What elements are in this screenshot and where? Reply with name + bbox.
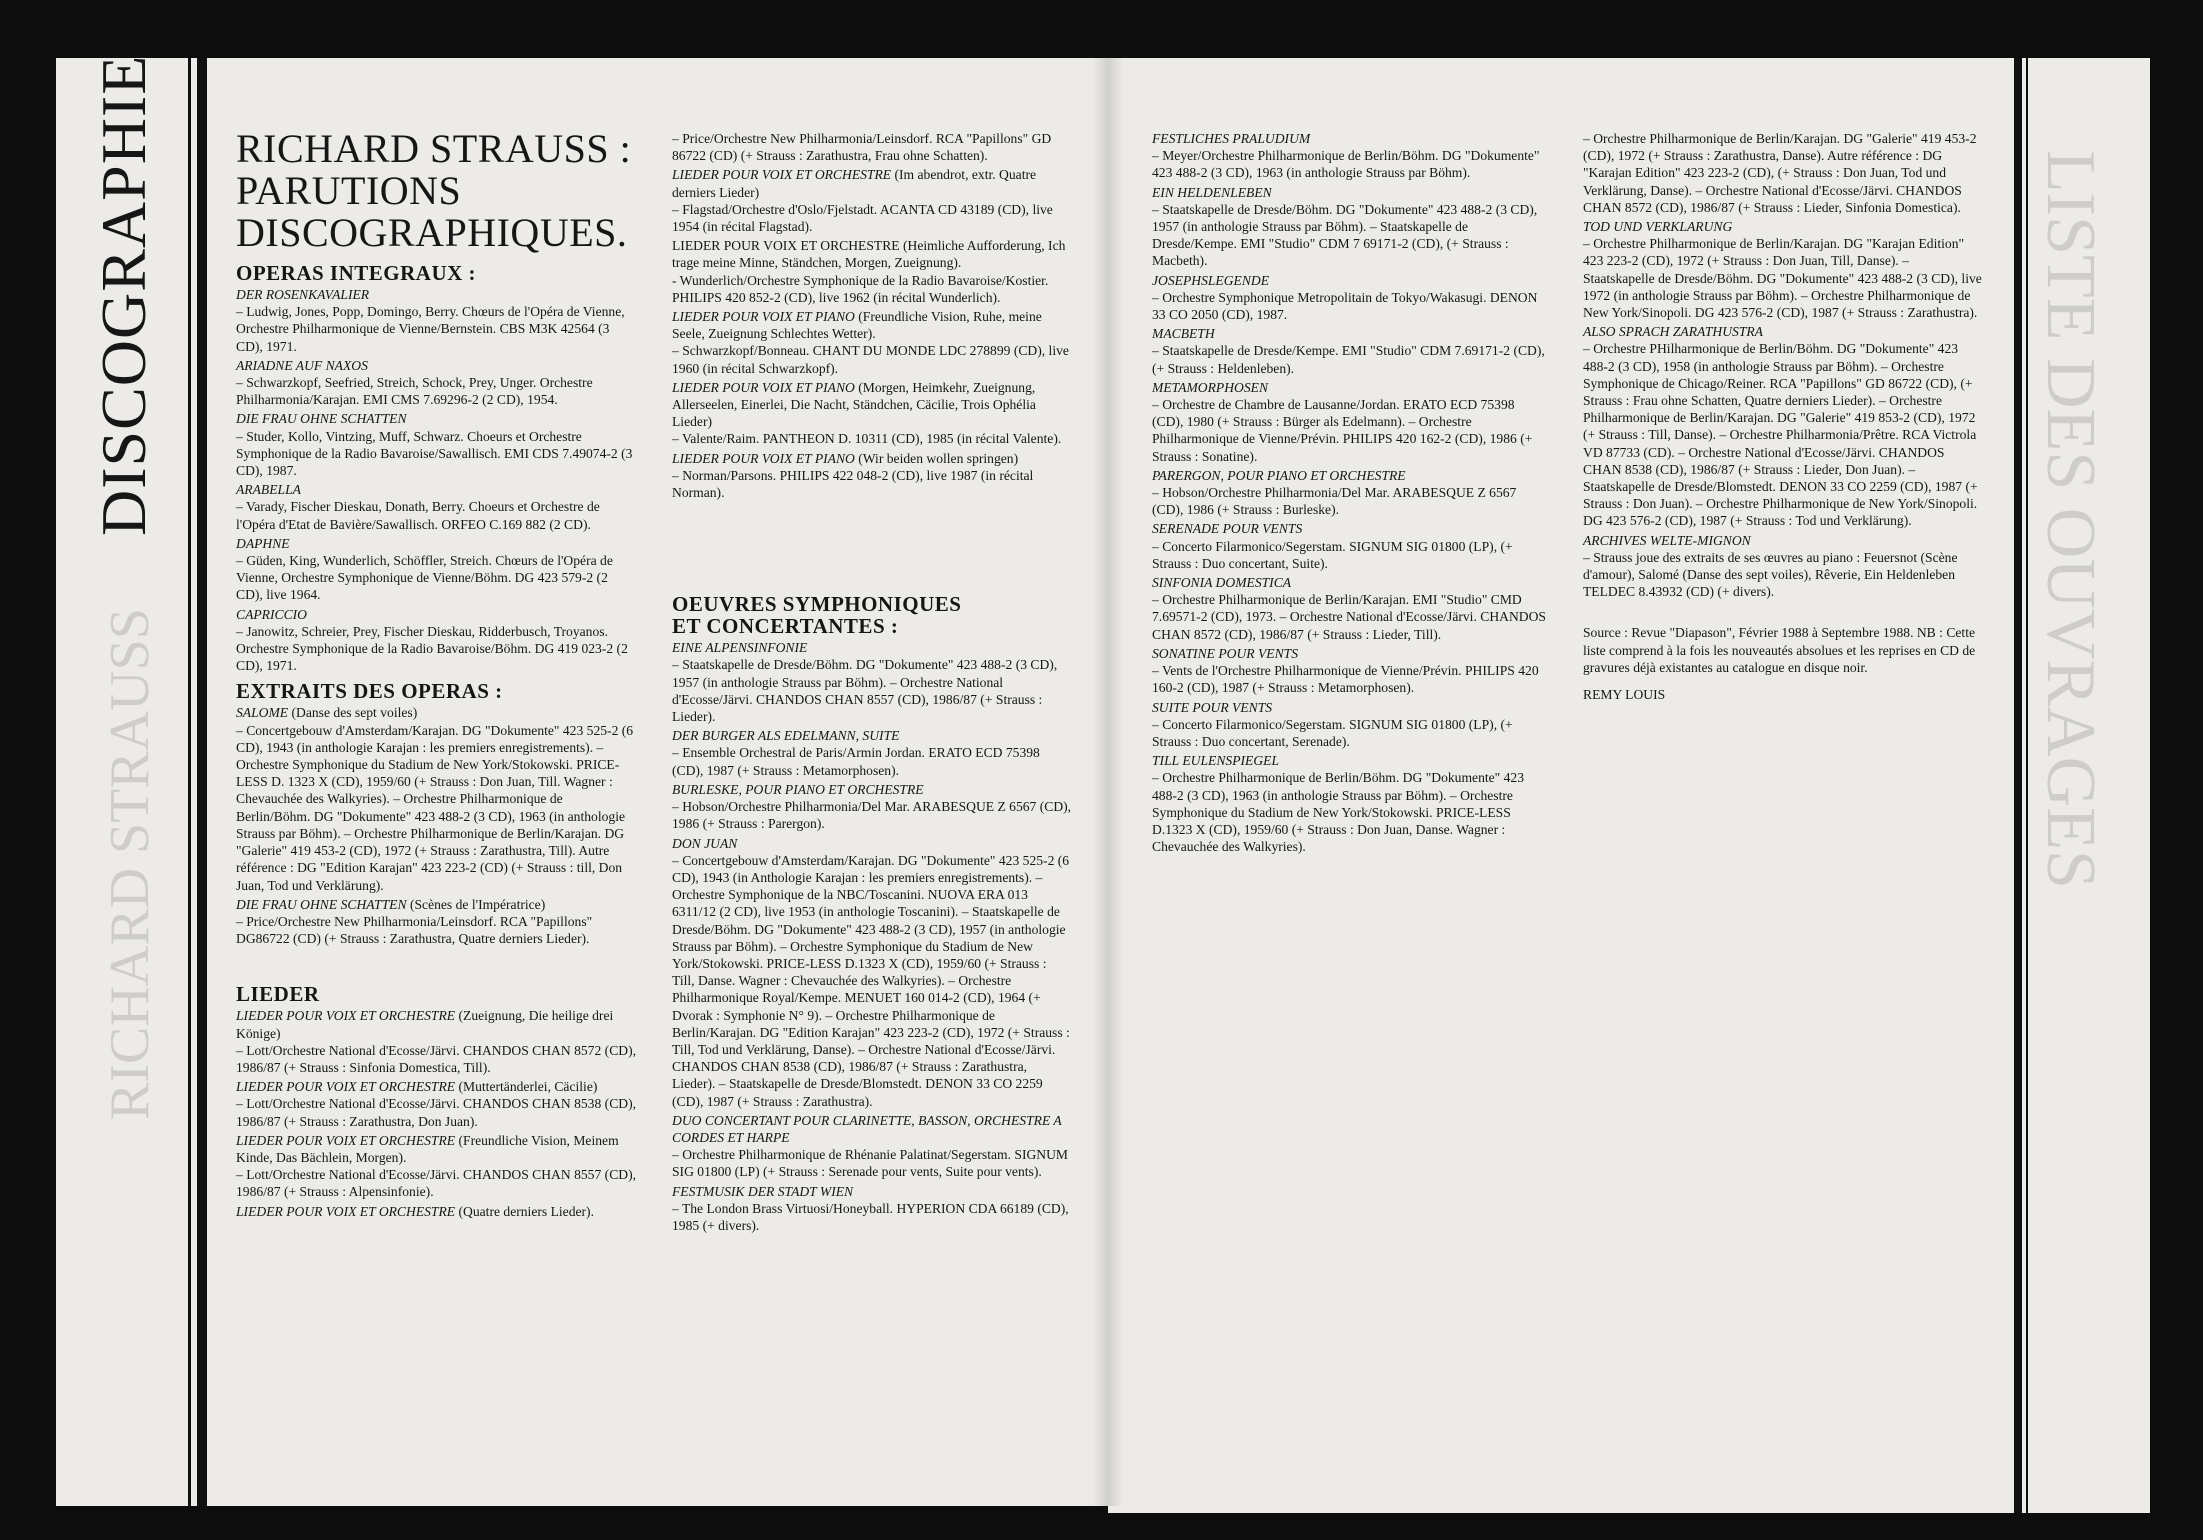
entry-heading [236, 1132, 636, 1166]
discography-entry [1152, 752, 1547, 855]
recording-details: – Orchestre Philharmonique de Rhénanie Palatinat/Segerstam. SIGNUM SIG 01800 (LP) (+ Strauss : Serenade pour vents, Suite pour vents). [672, 1147, 1069, 1180]
entry-heading [1152, 272, 1547, 289]
entry-heading [236, 1203, 636, 1220]
discography-entry [236, 1078, 636, 1130]
discography-entry [672, 237, 1072, 306]
recording-details: – Schwarzkopf/Bonneau. CHANT DU MONDE LDC 278899 (CD), live 1960 (in récital Schwarzkopf). [672, 343, 1069, 376]
discography-entry [1152, 325, 1547, 377]
recording-details: – Norman/Parsons. PHILIPS 422 048-2 (CD), live 1987 (in récital Norman). [672, 467, 1034, 501]
work-note: (Zueignung, Die heilige drei Könige) [236, 1008, 614, 1041]
work-title: LIEDER POUR VOIX ET PIANO [672, 450, 855, 466]
work-title: FESTMUSIK DER STADT WIEN [672, 1183, 854, 1199]
entry-heading [236, 357, 636, 374]
recording-details: – Schwarzkopf, Seefried, Streich, Schock, Prey, Unger. Orchestre Philharmonia/Karajan. EMI CMS 7.69296-2 (2 CD), 1954. [236, 375, 593, 408]
work-title: ALSO SPRACH ZARATHUSTRA [1583, 324, 1763, 340]
entry-heading [236, 1007, 636, 1041]
discography-entry [672, 727, 1072, 779]
work-title: LIEDER POUR VOIX ET ORCHESTRE [236, 1203, 456, 1219]
entry-heading [672, 379, 1072, 431]
discography-entry [672, 450, 1072, 502]
entry-heading [236, 606, 636, 623]
discography-entry [1152, 379, 1547, 465]
section-heading-lieder: LIEDER [236, 982, 320, 1007]
entry-list [1583, 130, 1983, 600]
entry-heading [236, 704, 636, 721]
side-title: DISCOGRAPHIE [88, 54, 159, 536]
work-note: (Freundliche Vision, Ruhe, meine Seele, Zueignung Schlechtes Wetter). [672, 309, 1042, 342]
column-2 [672, 128, 1072, 1234]
recording-details: – Price/Orchestre New Philharmonia/Leinsdorf. RCA "Papillons" GD 86722 (CD) (+ Strauss : Zarathustra, Frau ohne Schatten). [672, 131, 1052, 164]
work-note: (Morgen, Heimkehr, Zueignung, Allerseelen, Einerlei, Die Nacht, Ständchen, Cäcilie, Trois Ophélia Lieder) [672, 379, 1036, 430]
work-title: PARERGON, POUR PIANO ET ORCHESTRE [1152, 467, 1406, 483]
work-note: (Danse des sept voiles) [288, 705, 418, 721]
discography-entry [1152, 574, 1547, 643]
ghost-text-right: LISTE DES OUVRAGES [2032, 150, 2109, 889]
work-title: EIN HELDENLEBEN [1152, 184, 1272, 200]
entry-list [236, 1007, 636, 1219]
entry-heading [1152, 467, 1547, 484]
entry-heading [672, 639, 1072, 656]
recording-details: – Price/Orchestre New Philharmonia/Leinsdorf. RCA "Papillons" DG86722 (CD) (+ Strauss : Zarathustra, Quatre derniers Lieder). [236, 913, 593, 947]
recording-details: – Hobson/Orchestre Philharmonia/Del Mar. ARABESQUE Z 6567 (CD), 1986 (+ Strauss : Burleske). [1152, 485, 1517, 518]
discography-entry [236, 410, 636, 479]
discography-entry [1583, 323, 1983, 529]
work-title: SERENADE POUR VENTS [1152, 521, 1303, 537]
section-heading-line: ET CONCERTANTES : [672, 614, 899, 639]
discography-entry [236, 704, 636, 893]
discography-entry [1152, 520, 1547, 572]
source-note: Source : Revue "Diapason", Février 1988 à Septembre 1988. NB : Cette liste comprend à la fois les nouveautés absolues et les reprises en CD de gravures déjà existantes au catalogue en disque noir. [1583, 625, 1976, 675]
recording-details: – Staatskapelle de Dresde/Kempe. EMI "Studio" CDM 7.69171-2 (CD), (+ Strauss : Heldenleben). [1152, 343, 1545, 376]
discography-entry [1152, 272, 1547, 324]
section-heading-operas: OPERAS INTEGRAUX : [236, 261, 477, 285]
discography-entry [672, 1112, 1072, 1181]
discography-entry [1152, 699, 1547, 751]
work-title: FESTLICHES PRALUDIUM [1152, 131, 1311, 146]
work-note: (Scènes de l'Impératrice) [406, 896, 546, 912]
ghost-text-left: RICHARD STRAUSS [99, 608, 161, 1120]
work-title: LIEDER POUR VOIX ET ORCHESTRE [672, 167, 892, 183]
right-margin-rule-thin [2026, 58, 2028, 1513]
entry-heading [672, 727, 1072, 744]
recording-details: – Concerto Filarmonico/Segerstam. SIGNUM SIG 01800 (LP), (+ Strauss : Duo concertant, Suite). [1152, 538, 1513, 571]
discography-entry [672, 308, 1072, 377]
discography-entry [672, 166, 1072, 235]
work-title: EINE ALPENSINFONIE [672, 640, 808, 656]
entry-heading [236, 1078, 636, 1095]
right-margin-rule-thick [2014, 58, 2022, 1513]
discography-entry [672, 379, 1072, 448]
discography-entry [672, 781, 1072, 833]
recording-details: – Lott/Orchestre National d'Ecosse/Järvi. CHANDOS CHAN 8557 (CD), 1986/87 (+ Strauss : Alpensinfonie). [236, 1167, 637, 1200]
left-margin-rule-thin [188, 58, 191, 1506]
discography-entry [236, 286, 636, 355]
discography-entry [1583, 532, 1983, 601]
work-title: DIE FRAU OHNE SCHATTEN [236, 896, 407, 912]
entry-heading [1583, 218, 1983, 235]
recording-details: – The London Brass Virtuosi/Honeyball. HYPERION CDA 66189 (CD), 1985 (+ divers). [672, 1200, 1069, 1233]
work-note: (Muttertänderlei, Cäcilie) [455, 1079, 598, 1095]
entry-heading [236, 535, 636, 552]
work-note: (Freundliche Vision, Meinem Kinde, Das Bächlein, Morgen). [236, 1132, 619, 1165]
work-title: JOSEPHSLEGENDE [1152, 272, 1270, 288]
discography-entry [1152, 467, 1547, 519]
entry-heading [1583, 323, 1983, 340]
recording-details: – Concertgebouw d'Amsterdam/Karajan. DG "Dokumente" 423 525-2 (6 CD), 1943 (in anthologie Karajan : les premiers enregistrements). – Orchestre Symphonique du Stadium de New York/Stokowski. PRICE-LESS D. 1323 X (CD), 1959/60 (+ Strauss : Don Juan, Till. Wagner : Chevauchée des Walkyries). – Orchestre Philharmonique de Berlin/Böhm. DG "Dokumente" 423 488-2 (3 CD), 1963 (in anthologie Strauss par Böhm). – Orchestre Philharmonique de Berlin/Karajan. DG "Galerie" 419 453-2 (CD), 1972 (+ Strauss : Zarathustra, Till). Autre référence : DG "Edition Karajan" 423 223-2 (CD) (+ Strauss : till, Don Juan, Tod und Verklärung). [236, 722, 634, 893]
entry-heading [236, 481, 636, 498]
work-title: LIEDER POUR VOIX ET PIANO [672, 309, 855, 325]
recording-details: – Orchestre PHilharmonique de Berlin/Böhm. DG "Dokumente" 423 488-2 (3 CD), 1958 (in anthologie Strauss par Böhm). – Orchestre Symphonique de Chicago/Reiner. RCA "Papillons" GD 86722 (CD), (+ Strauss : Frau ohne Schatten, Quatre derniers Lieder). – Orchestre Philharmonique de Berlin/Karajan. DG "Galerie" 419 853-2 (CD), 1972 (+ Strauss : Till, Danse). – Orchestre Philharmonia/Prêtre. RCA Victrola VD 87733 (CD). – Orchestre National d'Ecosse/Järvi. CHANDOS CHAN 8538 (CD), 1986/87 (+ Strauss : Lieder, Don Juan). – Staatskapelle de Dresde/Blomstedt. DENON 33 CO 2259 (CD), 1987 (+ Strauss : Don Juan). – Orchestre Philharmonique de New York/Sinopoli. DG 423 576-2 (CD), 1987 (+ Strauss : Tod und Verklärung). [1583, 341, 1978, 529]
column-4 [1583, 128, 1983, 703]
author-signature: REMY LOUIS [1583, 687, 1666, 703]
entry-heading [672, 166, 1072, 200]
entry-heading [672, 1112, 1072, 1146]
page-title-line: DISCOGRAPHIQUES. [236, 210, 628, 255]
recording-details: – Janowitz, Schreier, Prey, Fischer Dieskau, Ridderbusch, Troyanos. Orchestre Symphonique de la Radio Bavaroise/Böhm. DG 419 023-2 (2 CD), 1971. [236, 623, 628, 674]
entry-list [236, 286, 636, 674]
discography-entry [236, 896, 636, 948]
work-title: CAPRICCIO [236, 606, 307, 622]
discography-entry [672, 1183, 1072, 1235]
recording-details: – Orchestre Symphonique Metropolitain de Tokyo/Wakasugi. DENON 33 CO 2050 (CD), 1987. [1152, 289, 1538, 323]
gutter-shadow [1093, 58, 1123, 1506]
recording-details: – Concertgebouw d'Amsterdam/Karajan. DG "Dokumente" 423 525-2 (6 CD), 1943 (in Anthologie Karajan : les premiers enregistrements). – Orchestre Symphonique de la NBC/Toscanini. NUOVA ERA 013 6311/12 (2 CD), live 1953 (in anthologie Toscanini). – Staatskapelle de Dresde/Böhm. DG "Dokumente" 423 488-2 (3 CD), 1957 (in anthologie Strauss par Böhm). – Orchestre Symphonique du Stadium de New York/Stokowski. PRICE-LESS D.1323 X (CD), 1959/60 (+ Strauss : Till, Danse. Wagner : Chevauchée des Walkyries). – Orchestre Philharmonique Royal/Kempe. MENUET 160 014-2 (CD), 1964 (+ Dvorak : Symphonie N° 9). – Orchestre Philharmonique de Berlin/Karajan. DG "Edition Karajan" 423 223-2 (CD), 1972 (+ Strauss : Till, Tod und Verklärung, Danse). – Orchestre National d'Ecosse/Järvi. CHANDOS CHAN 8538 (CD), 1986/87 (+ Strauss : Zarathustra, Lieder). – Staatskapelle de Dresde/Blomstedt. DENON 33 CO 2259 (CD), 1987 (+ Strauss : Zarathustra). [672, 852, 1070, 1109]
discography-entry [1152, 645, 1547, 697]
discography-entry [236, 1007, 636, 1076]
recording-details: – Studer, Kollo, Vintzing, Muff, Schwarz. Choeurs et Orchestre Symphonique de la Radio Bavaroise/Sawallisch. EMI CDS 7.49074-2 (3 CD), 1987. [236, 428, 633, 479]
entry-heading [1152, 130, 1547, 147]
work-title: DER BURGER ALS EDELMANN, SUITE [672, 728, 900, 744]
section-heading-extraits: EXTRAITS DES OPERAS : [236, 679, 503, 704]
discography-entry [672, 130, 1072, 164]
work-title: SONATINE POUR VENTS [1152, 645, 1299, 661]
entry-heading [672, 781, 1072, 798]
recording-details: – Orchestre de Chambre de Lausanne/Jordan. ERATO ECD 75398 (CD), 1980 (+ Strauss : Bürger als Edelmann). – Orchestre Philharmonique de Vienne/Prévin. PHILIPS 420 162-2 (CD), 1986 (+ Strauss : Sonatine). [1152, 397, 1533, 464]
work-title: LIEDER POUR VOIX ET PIANO [672, 379, 855, 395]
discography-entry [672, 835, 1072, 1110]
discography-entry [1583, 130, 1983, 216]
recording-details: – Orchestre Philharmonique de Berlin/Karajan. DG "Karajan Edition" 423 223-2 (CD), 1972 (+ Strauss : Don Juan, Till, Danse). – Staatskapelle de Dresde/Böhm. DG "Dokumente" 423 488-2 (3 CD), live 1972 (in anthologie Strauss par Böhm). – Orchestre Philharmonique de New York/Sinopoli. DG 423 576-2 (CD), 1987 (+ Strauss : Zarathustra). [1583, 236, 1982, 321]
discography-entry [672, 639, 1072, 725]
discography-entry [236, 1132, 636, 1201]
work-title: DUO CONCERTANT POUR CLARINETTE, BASSON, ORCHESTRE A CORDES ET HARPE [672, 1112, 1062, 1145]
entry-list [672, 639, 1072, 1234]
section-heading-line: OEUVRES SYMPHONIQUES [672, 592, 962, 617]
recording-details: - Wunderlich/Orchestre Symphonique de la Radio Bavaroise/Kostier. PHILIPS 420 852-2 (CD), live 1962 (in récital Wunderlich). [672, 272, 1049, 305]
work-title: LIEDER POUR VOIX ET ORCHESTRE [236, 1008, 456, 1024]
discography-entry [1583, 218, 1983, 321]
work-note: LIEDER POUR VOIX ET ORCHESTRE (Heimliche Aufforderung, Ich trage meine Minne, Ständchen, Morgen, Zueignung). [672, 238, 1066, 271]
work-title: SUITE POUR VENTS [1152, 699, 1273, 715]
work-title: BURLESKE, POUR PIANO ET ORCHESTRE [672, 781, 924, 797]
page-title [236, 128, 636, 254]
recording-details: – Orchestre Philharmonique de Berlin/Karajan. EMI "Studio" CMD 7.69571-2 (CD), 1973. – Orchestre National d'Ecosse/Järvi. CHANDOS CHAN 8572 (CD), 1986/87 (+ Strauss : Lieder, Till). [1152, 592, 1546, 642]
recording-details: – Valente/Raim. PANTHEON D. 10311 (CD), 1985 (in récital Valente). [672, 431, 1062, 447]
discography-entry [236, 606, 636, 675]
work-title: DER ROSENKAVALIER [236, 287, 370, 302]
work-title: METAMORPHOSEN [1152, 379, 1269, 395]
discography-entry [236, 1203, 636, 1220]
entry-list [1152, 130, 1547, 855]
entry-heading [236, 410, 636, 427]
discography-entry [236, 535, 636, 604]
recording-details: – Lott/Orchestre National d'Ecosse/Järvi. CHANDOS CHAN 8572 (CD), 1986/87 (+ Strauss : Sinfonia Domestica, Till). [236, 1042, 637, 1075]
work-title: ARIADNE AUF NAXOS [236, 357, 368, 373]
entry-heading [236, 896, 636, 913]
entry-heading [1152, 574, 1547, 591]
work-title: DAPHNE [236, 535, 290, 551]
recording-details: – Flagstad/Orchestre d'Oslo/Fjelstadt. ACANTA CD 43189 (CD), live 1954 (in récital Flagstad). [672, 201, 1053, 235]
entry-heading [236, 286, 636, 303]
work-title: LIEDER POUR VOIX ET ORCHESTRE [236, 1079, 456, 1095]
discography-entry [1152, 184, 1547, 270]
entry-heading [1152, 520, 1547, 537]
recording-details: – Lott/Orchestre National d'Ecosse/Järvi. CHANDOS CHAN 8538 (CD), 1986/87 (+ Strauss : Zarathustra, Don Juan). [236, 1096, 637, 1129]
work-title: SALOME [236, 705, 289, 721]
work-title: DON JUAN [672, 835, 738, 851]
work-note: (Im abendrot, extr. Quatre derniers Lieder) [672, 167, 1037, 200]
discography-entry [1152, 130, 1547, 182]
recording-details: – Meyer/Orchestre Philharmonique de Berlin/Böhm. DG "Dokumente" 423 488-2 (3 CD), 1963 (in anthologie Strauss par Böhm). [1152, 148, 1540, 181]
work-title: DIE FRAU OHNE SCHATTEN [236, 411, 407, 427]
recording-details: – Vents de l'Orchestre Philharmonique de Vienne/Prévin. PHILIPS 420 160-2 (CD), 1987 (+ Strauss : Metamorphosen). [1152, 663, 1539, 696]
discography-entry [236, 481, 636, 533]
work-note: (Quatre derniers Lieder). [455, 1203, 594, 1219]
recording-details: – Güden, King, Wunderlich, Schöffler, Streich. Chœurs de l'Opéra de Vienne, Orchestre Symphonique de Vienne/Böhm. DG 423 579-2 (2 CD), live 1964. [236, 553, 613, 603]
column-1 [236, 128, 636, 1220]
entry-heading [672, 1183, 1072, 1200]
work-title: TOD UND VERKLARUNG [1583, 219, 1733, 235]
recording-details: – Strauss joue des extraits de ses œuvres au piano : Feuersnot (Scène d'amour), Salomé (Danse des sept voiles), Rêverie, Ein Heldenleben TELDEC 8.43932 (CD) (+ divers). [1583, 549, 1958, 600]
work-title: MACBETH [1152, 326, 1215, 342]
entry-heading [672, 835, 1072, 852]
recording-details: – Concerto Filarmonico/Segerstam. SIGNUM SIG 01800 (LP), (+ Strauss : Duo concertant, Serenade). [1152, 716, 1513, 749]
work-title: TILL EULENSPIEGEL [1152, 753, 1280, 769]
section-heading-oeuvres [672, 593, 1072, 637]
entry-heading [1583, 532, 1983, 549]
discography-entry [236, 357, 636, 409]
entry-heading [1152, 752, 1547, 769]
work-note: (Wir beiden wollen springen) [854, 450, 1019, 466]
entry-heading [1152, 699, 1547, 716]
left-margin-rule-thick [197, 58, 207, 1506]
recording-details: – Orchestre Philharmonique de Berlin/Böhm. DG "Dokumente" 423 488-2 (3 CD), 1963 (in anthologie Strauss par Böhm). – Orchestre Symphonique du Stadium de New York/Stokowski. PRICE-LESS D.1323 X (CD), 1959/60 (+ Strauss : Don Juan, Danse. Wagner : Chevauchée des Walkyries). [1152, 770, 1525, 855]
work-title: ARABELLA [236, 482, 301, 498]
page-title-line: RICHARD STRAUSS : [236, 126, 632, 171]
entry-list [236, 704, 636, 947]
work-title: SINFONIA DOMESTICA [1152, 575, 1292, 591]
recording-details: – Orchestre Philharmonique de Berlin/Karajan. DG "Galerie" 419 453-2 (CD), 1972 (+ Strauss : Zarathustra, Danse). Autre référence : DG "Karajan Edition" 423 223-2 (CD), (+ Strauss : Don Juan, Tod und Verklärung, Danse). – Orchestre National d'Ecosse/Järvi. CHANDOS CHAN 8572 (CD), 1986/87 (+ Strauss : Lieder, Sinfonia Domestica). [1583, 131, 1977, 215]
entry-list [672, 130, 1072, 501]
recording-details: – Staatskapelle de Dresde/Böhm. DG "Dokumente" 423 488-2 (3 CD), 1957 (in anthologie Strauss par Böhm). – Orchestre National d'Ecosse/Järvi. CHANDOS CHAN 8557 (CD), 1986/87 (+ Strauss : Lieder). [672, 657, 1058, 725]
entry-heading [672, 237, 1072, 271]
work-title: ARCHIVES WELTE-MIGNON [1583, 532, 1751, 548]
recording-details: – Ensemble Orchestral de Paris/Armin Jordan. ERATO ECD 75398 (CD), 1987 (+ Strauss : Metamorphosen). [672, 745, 1040, 778]
entry-heading [1152, 184, 1547, 201]
recording-details: – Ludwig, Jones, Popp, Domingo, Berry. Chœurs de l'Opéra de Vienne, Orchestre Philharmonique de Vienne/Bernstein. CBS M3K 42564 (3 CD), 1971. [236, 304, 625, 354]
recording-details: – Hobson/Orchestre Philharmonia/Del Mar. ARABESQUE Z 6567 (CD), 1986 (+ Strauss : Parergon). [672, 799, 1072, 832]
recording-details: – Staatskapelle de Dresde/Böhm. DG "Dokumente" 423 488-2 (3 CD), 1957 (in anthologie Strauss par Böhm). – Staatskapelle de Dresde/Kempe. EMI "Studio" CDM 7 69171-2 (CD), (+ Strauss : Macbeth). [1152, 201, 1538, 269]
entry-heading [1152, 379, 1547, 396]
column-3 [1152, 128, 1547, 855]
page-title-line: PARUTIONS [236, 168, 462, 213]
work-title: LIEDER POUR VOIX ET ORCHESTRE [236, 1132, 456, 1148]
entry-heading [672, 308, 1072, 342]
recording-details: – Varady, Fischer Dieskau, Donath, Berry. Choeurs et Orchestre de l'Opéra d'Etat de Bavière/Sawallisch. ORFEO C.169 882 (2 CD). [236, 499, 600, 532]
entry-heading [1152, 645, 1547, 662]
entry-heading [1152, 325, 1547, 342]
entry-heading [672, 450, 1072, 467]
